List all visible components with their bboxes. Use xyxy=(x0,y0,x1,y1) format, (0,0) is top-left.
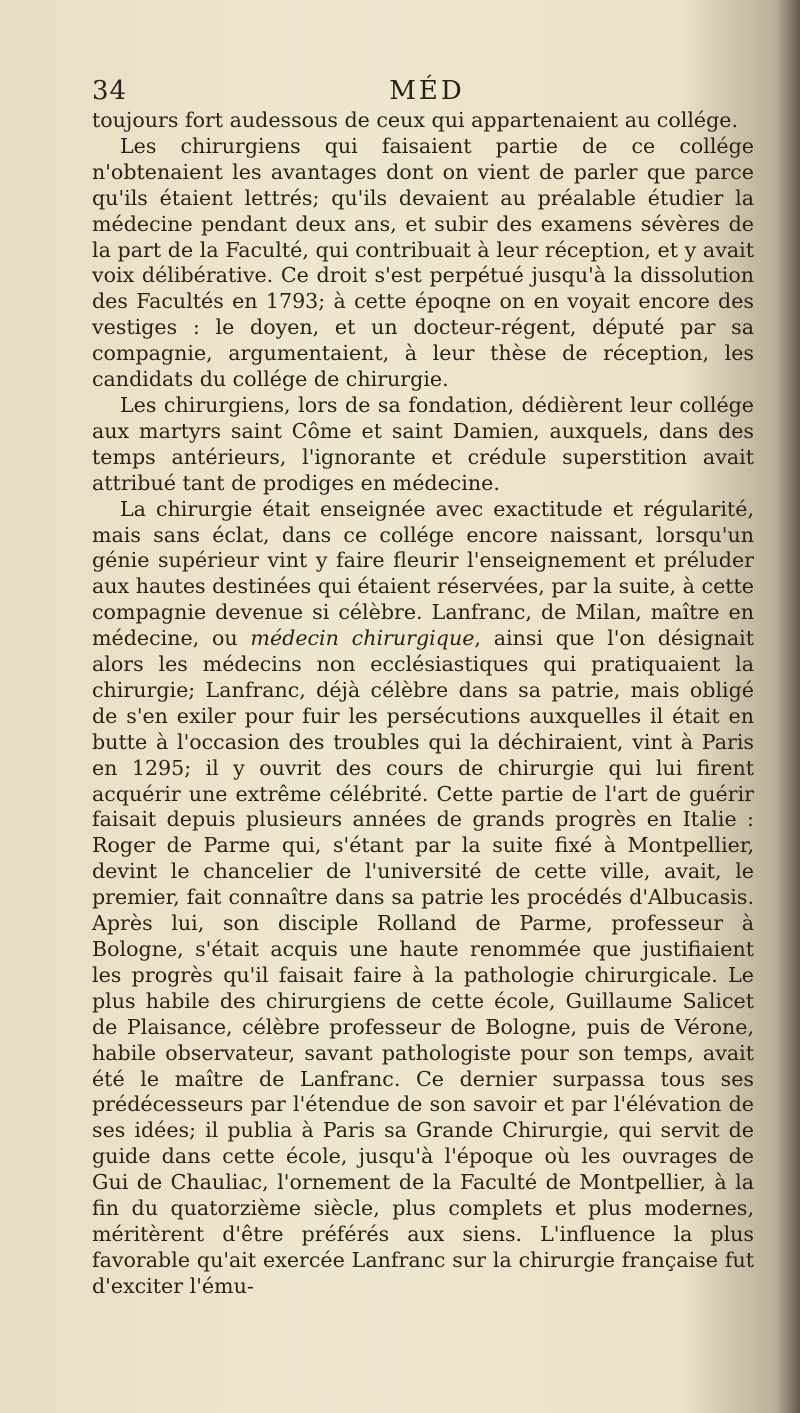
paragraph-1: toujours fort audessous de ceux qui appartenaient au collége. xyxy=(92,108,739,132)
paragraph-3: Les chirurgiens, lors de sa fondation, dédièrent leur collége aux martyrs saint Côme et saint Damien, auxquels, dans des temps antérieurs, l'ignorante et crédule superstition avait attribué tant de prodiges en médecine. xyxy=(92,392,754,495)
paragraph-2: Les chirurgiens qui faisaient partie de ce collége n'obtenaient les avantages dont on vient de parler que parce qu'ils étaient lettrés; qu'ils devaient au préalable étudier la médecine pendant deux ans, et subir des examens sévères de la part de la Faculté, qui contribuait à leur réception, et y avait voix délibérative. Ce droit s'est perpétué jusqu'à la dissolution des Facultés en 1793; à cette époqne on en voyait encore des vestiges : le doyen, et un docteur-régent, député par sa compagnie, argumentaient, à leur thèse de réception, les candidats du collége de chirurgie. xyxy=(92,133,754,392)
paragraph-4-part-2: , ainsi que l'on désignait alors les médecins non ecclésiastiques qui pratiquaient la chirurgie; Lanfranc, déjà célèbre dans sa patrie, mais obligé de s'en exiler pour fuir les persécutions auxquelles il était en butte à l'occasion des troubles qui la déchiraient, vint à Paris en 1295; il y ouvrit des cours de chirurgie qui lui firent acquérir une extrême célébrité. Cette partie de l'art de guérir faisait depuis plusieurs années de grands progrès en Italie : Roger de Parme qui, s'étant par la suite fixé à Montpellier, devint le chancelier de l'université de cette ville, avait, le premier, fait connaître dans sa patrie les procédés d'Albucasis. Après lui, son disciple Rolland de Parme, professeur à Bologne, s'était acquis une haute renommée que justifiaient les progrès qu'il faisait faire à la pathologie chirurgicale. Le plus habile des chirurgiens de cette école, Guillaume Salicet de Plaisance, célèbre professeur de Bologne, puis de Vérone, habile observateur, savant pathologiste pour son temps, avait été le maître de Lanfranc. Ce dernier surpassa tous ses prédécesseurs par l'étendue de son savoir et par l'élévation de ses idées; il publia à Paris sa Grande Chirurgie, qui servit de guide dans cette école, jusqu'à l'époque où les ouvrages de Gui de Chauliac, l'ornement de la Faculté de Montpellier, à la fin du quatorzième siècle, plus complets et plus modernes, méritèrent d'être préférés aux siens. L'influence la plus favorable qu'ait exercée Lanfranc sur la chirurgie française fut d'exciter l'ému- xyxy=(92,626,754,1298)
page-edge-shadow xyxy=(778,0,800,1413)
body-text xyxy=(92,108,754,1300)
paragraph-4-part-1: La chirurgie était enseignée avec exactitude et régularité, mais sans éclat, dans ce collége encore naissant, lorsqu'un génie supérieur vint y faire fleurir l'enseignement et préluder aux hautes destinées qui étaient réservées, par la suite, à cette compagnie devenue si célèbre. Lanfranc, de Milan, maître en médecine, ou xyxy=(92,496,754,651)
italic-term: médecin chirurgique xyxy=(250,626,475,651)
page-header xyxy=(92,76,762,110)
paragraph-4 xyxy=(92,497,754,1300)
running-head: MÉD xyxy=(389,76,465,106)
page-number: 34 xyxy=(92,76,128,106)
